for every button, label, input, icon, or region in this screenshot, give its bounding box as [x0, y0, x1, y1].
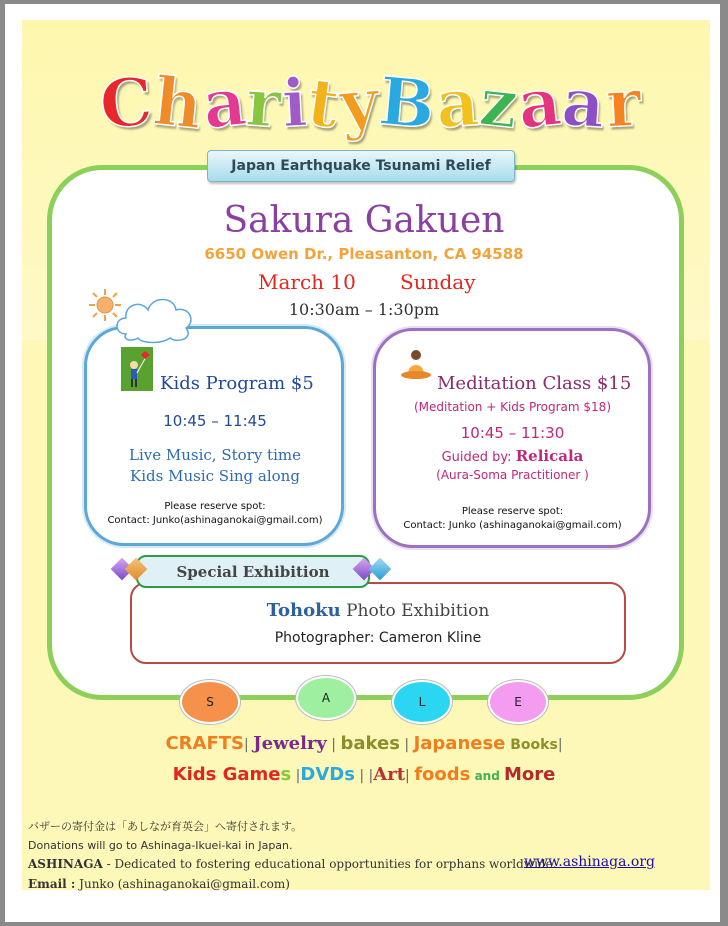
kids-contact: Contact: Junko(ashinaganokai@gmail.com) — [107, 515, 323, 526]
kids-program-description — [90, 445, 340, 487]
title-letter: i — [280, 63, 311, 143]
ashinaga-link[interactable]: www.ashinaga.org — [524, 854, 655, 870]
sale-letter-bubble: S — [180, 680, 240, 724]
category-item: CRAFTS — [165, 733, 244, 754]
page-title — [97, 42, 644, 145]
title-letter: y — [336, 62, 383, 144]
category-item: bakes — [340, 733, 400, 754]
footer-ashinaga — [28, 857, 557, 871]
meditation-guide — [380, 447, 645, 465]
category-item: foods — [414, 764, 471, 785]
kids-desc-line-2: Kids Music Sing along — [130, 467, 300, 485]
category-item: Art — [373, 764, 406, 785]
title-letter: h — [149, 61, 207, 145]
event-time: 10:30am – 1:30pm — [288, 300, 440, 319]
category-item: More — [503, 764, 556, 785]
kids-desc-line-1: Live Music, Story time — [128, 446, 301, 464]
title-letter: r — [243, 62, 285, 144]
exhibition-title — [130, 600, 626, 621]
category-item: Japanese — [413, 733, 506, 754]
exhibition-title-rest: Photo Exhibition — [340, 601, 490, 621]
meditation-reservation — [380, 505, 645, 533]
title-letter: a — [433, 62, 483, 144]
categories-line-1 — [0, 732, 728, 757]
title-letter: a — [559, 62, 609, 144]
event-date: March 10 — [258, 270, 356, 294]
exhibition-box — [130, 582, 626, 664]
category-separator: | — [243, 737, 254, 753]
title-letter: r — [603, 63, 644, 143]
category-separator: | — [399, 737, 414, 753]
ashinaga-label: ASHINAGA — [28, 857, 103, 871]
footer-email — [28, 877, 290, 891]
venue-address: 6650 Owen Dr., Pleasanton, CA 94588 — [204, 245, 524, 263]
meditation-figure-icon — [398, 348, 434, 380]
footer-donations: Donations will go to Ashinaga-Ikuei-kai in Japan. — [28, 839, 293, 852]
guide-credential: (Aura-Soma Practitioner ) — [436, 468, 589, 482]
category-item: Books — [505, 737, 558, 753]
event-day: Sunday — [400, 270, 476, 294]
category-item: s — [280, 764, 292, 785]
special-exhibition-tab: Special Exhibition — [136, 555, 370, 588]
title-letter: C — [97, 62, 157, 144]
category-item: s — [344, 764, 355, 785]
category-item: Jewelry — [253, 733, 327, 754]
meditation-combo-price: (Meditation + Kids Program $18) — [413, 400, 611, 414]
category-separator: | — [557, 737, 563, 753]
kids-reservation — [90, 500, 340, 528]
email-label: Email : — [28, 877, 76, 891]
footer-japanese: バザーの寄付金は「あしなが育英会」へ寄付されます。 — [28, 820, 303, 833]
sale-letter-bubble: E — [488, 680, 548, 724]
meditation-time: 10:45 – 11:30 — [460, 424, 565, 442]
child-kite-icon — [121, 347, 153, 391]
kids-reserve-label: Please reserve spot: — [164, 501, 266, 512]
guided-by-label: Guided by: — [441, 450, 512, 465]
kids-program-title: Kids Program $5 — [160, 373, 314, 394]
venue-name: Sakura Gakuen — [223, 200, 505, 241]
relief-ribbon: Japan Earthquake Tsunami Relief — [207, 150, 515, 182]
sale-letter-bubble: A — [296, 676, 356, 720]
category-item: Kids Game — [172, 764, 281, 785]
categories-line-2 — [0, 763, 728, 788]
category-item: and — [470, 769, 504, 783]
title-letter: B — [375, 61, 440, 145]
photographer: Photographer: Cameron Kline — [274, 630, 482, 646]
kids-program-time: 10:45 – 11:45 — [163, 412, 267, 430]
meditation-title: Meditation Class $15 — [437, 373, 632, 394]
category-separator: | — [405, 768, 415, 784]
sale-letter-bubble: L — [392, 680, 452, 724]
category-separator: | | — [354, 768, 374, 784]
title-letter: t — [302, 62, 345, 144]
guide-name: Relicala — [515, 447, 584, 465]
title-letter: a — [514, 61, 566, 145]
exhibition-title-bold: Tohoku — [266, 600, 341, 621]
meditation-contact: Contact: Junko (ashinaganokai@gmail.com) — [403, 520, 622, 531]
category-separator: | — [291, 768, 301, 784]
cloud-icon — [112, 292, 198, 344]
category-separator: | — [326, 737, 341, 753]
email-text: Junko (ashinaganokai@gmail.com) — [75, 877, 290, 891]
category-item: DVD — [300, 764, 345, 785]
ashinaga-text: - Dedicated to fostering educational opportunities for orphans worldwide. — [102, 857, 557, 871]
meditation-reserve-label: Please reserve spot: — [461, 506, 564, 517]
title-letter: a — [198, 61, 251, 145]
title-letter: z — [475, 62, 523, 144]
